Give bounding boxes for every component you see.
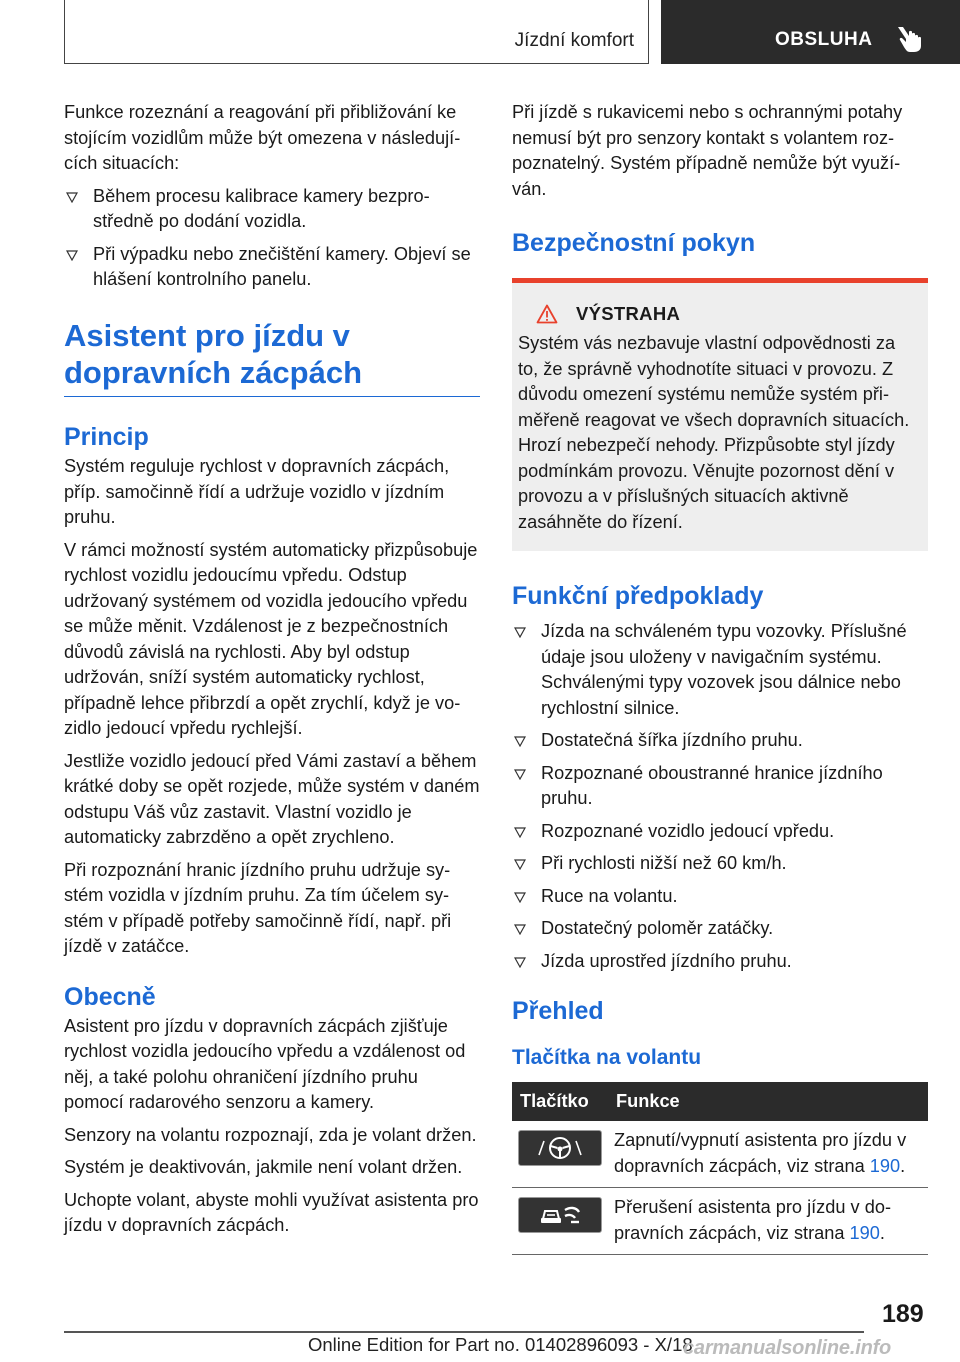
list-item: Rozpoznané vozidlo jedoucí vpředu.	[512, 819, 928, 845]
list-item: Ruce na volantu.	[512, 884, 928, 910]
principle-heading: Princip	[64, 423, 149, 451]
triangle-bullet-icon	[514, 769, 526, 780]
warning-header	[518, 303, 920, 325]
triangle-bullet-icon	[514, 892, 526, 903]
buttons-heading: Tlačítka na volantu	[512, 1046, 702, 1069]
triangle-bullet-icon	[514, 827, 526, 838]
prerequisites-list	[512, 619, 928, 974]
triangle-bullet-icon	[514, 627, 526, 638]
header-tab-label: OBSLUHA	[775, 29, 873, 50]
watermark: carmanualsonline.info	[683, 1337, 892, 1359]
function-cell: Zapnutí/vypnutí asistenta pro jízdu v dopravních zácpách, viz strana 190.	[608, 1121, 928, 1188]
list-item: Dostatečný poloměr zatáčky.	[512, 916, 928, 942]
principle-paragraph: Při rozpoznání hranic jízdního pruhu udržuje systém vozidla v jízdním pruhu. Za tím účelem systém v případě potřeby samočinně řídí, např. při jízdě v zatáčce.	[64, 859, 452, 956]
footer-edition: Online Edition for Part no. 01402896093 - X/18	[308, 1334, 693, 1355]
safety-heading: Bezpečnostní pokyn	[512, 229, 756, 257]
chapter-title: Asistent pro jízdu v dopravních zácpách	[64, 317, 363, 390]
list-item: Rozpoznané oboustranné hranice jízdního pruhu.	[512, 761, 928, 812]
list-item: Jízda na schváleném typu vozovky. Příslušné údaje jsou uloženy v navigačním systému. Schválenými typy vozovek jsou dálnice nebo rychlostní silnice.	[512, 619, 928, 721]
list-item: Dostatečná šířka jízdního pruhu.	[512, 728, 928, 754]
general-heading: Obecně	[64, 982, 156, 1011]
warning-box	[512, 278, 928, 551]
triangle-bullet-icon	[514, 859, 526, 870]
list-item: Při výpadku nebo znečištění kamery. Objeví se hlášení kontrolního panelu.	[64, 242, 480, 293]
page-link[interactable]: 190	[869, 1155, 901, 1176]
left-column	[64, 100, 480, 1246]
column-header-function: Funkce	[608, 1082, 928, 1121]
prerequisites-heading: Funkční předpoklady	[512, 582, 764, 610]
traffic-jam-assist-icon	[535, 1202, 585, 1228]
list-item: Jízda uprostřed jízdního pruhu.	[512, 949, 928, 975]
table-row	[512, 1121, 928, 1188]
table-header-row	[512, 1082, 928, 1121]
header-section-box	[64, 0, 649, 64]
pointing-hand-icon	[895, 24, 925, 54]
warning-text: Systém vás nezbavuje vlastní odpovědnosti za to, že správně vyhodnotíte situaci v provozu. Z důvodu omezení systému nemůže systém přiměřeně reagovat ve všech dopravních situacích. Hrozí nebezpečí nehody. Přizpůsobte styl jízdy podmínkám provozu. Věnujte pozornost dění v provozu a v příslušných situacích aktivně zasáhněte do řízení.	[518, 333, 910, 532]
overview-heading: Přehled	[512, 997, 604, 1025]
page-number: 189	[882, 1300, 924, 1328]
steering-wheel-button-image	[518, 1130, 602, 1166]
buttons-table	[512, 1082, 928, 1255]
steering-wheel-icon	[535, 1135, 585, 1161]
general-paragraph: Uchopte volant, abyste mohli využívat asistenta pro jízdu v dopravních zácpách.	[64, 1189, 479, 1235]
warning-triangle-icon	[536, 304, 558, 324]
general-paragraph: Asistent pro jízdu v dopravních zácpách zjišťuje rychlost vozidla jedoucího vpředu a vzdálenost od něj, a také polohu ohraničení jízdního pruhu pomocí radarového senzoru a kamery.	[64, 1015, 466, 1112]
header-tab-obsluha[interactable]	[661, 0, 960, 64]
traffic-jam-button-image	[518, 1197, 602, 1233]
list-item: Během procesu kalibrace kamery bezprostředně po dodání vozidla.	[64, 184, 480, 235]
intro-paragraph: Funkce rozeznání a reagování při přibližování ke stojícím vozidlům může být omezena v následujících situacích:	[64, 102, 461, 173]
triangle-bullet-icon	[66, 192, 78, 203]
warning-title: VÝSTRAHA	[576, 303, 681, 324]
principle-paragraph: Jestliže vozidlo jedoucí před Vámi zastaví a během krátké doby se opět rozjede, může systém v daném odstupu Váš vůz zastavit. Vlastní vozidlo je automaticky zabrzděno a opět zrychleno.	[64, 750, 480, 847]
triangle-bullet-icon	[514, 736, 526, 747]
list-item: Při rychlosti nižší než 60 km/h.	[512, 851, 928, 877]
header-section-title: Jízdní komfort	[514, 30, 634, 51]
general-paragraph: Systém je deaktivován, jakmile není volant držen.	[64, 1157, 463, 1177]
intro-list	[64, 184, 480, 293]
triangle-bullet-icon	[514, 957, 526, 968]
footer-divider	[64, 1331, 864, 1333]
column-header-button: Tlačítko	[512, 1082, 608, 1121]
right-column	[512, 100, 928, 1255]
principle-paragraph: V rámci možností systém automaticky přizpůsobuje rychlost vozidlu jedoucímu vpředu. Odstup udržovaný systémem od vozidla jedoucího vpředu se může měnit. Vzdálenost je z bezpečnostních důvodů závislá na rychlosti. Aby byl odstup udržován, sníží systém automaticky rychlost, případně lehce přibrzdí a opět zrychlí, když je vozidlo jedoucí vpředu rychlejší.	[64, 539, 478, 738]
triangle-bullet-icon	[514, 924, 526, 935]
general-paragraph: Senzory na volantu rozpoznají, zda je volant držen.	[64, 1124, 477, 1145]
page-link[interactable]: 190	[849, 1222, 880, 1243]
function-cell: Přerušení asistenta pro jízdu v dopravních zácpách, viz strana 190.	[608, 1188, 928, 1255]
principle-paragraph: Systém reguluje rychlost v dopravních zácpách, příp. samočinně řídí a udržuje vozidlo v jízdním pruhu.	[64, 456, 450, 527]
table-row	[512, 1188, 928, 1255]
chapter-divider	[64, 396, 480, 398]
gloves-paragraph: Při jízdě s rukavicemi nebo s ochrannými potahy nemusí být pro senzory kontakt s volantem rozpoznatelný. Systém případně nemůže být využíván.	[512, 102, 903, 199]
triangle-bullet-icon	[66, 250, 78, 261]
